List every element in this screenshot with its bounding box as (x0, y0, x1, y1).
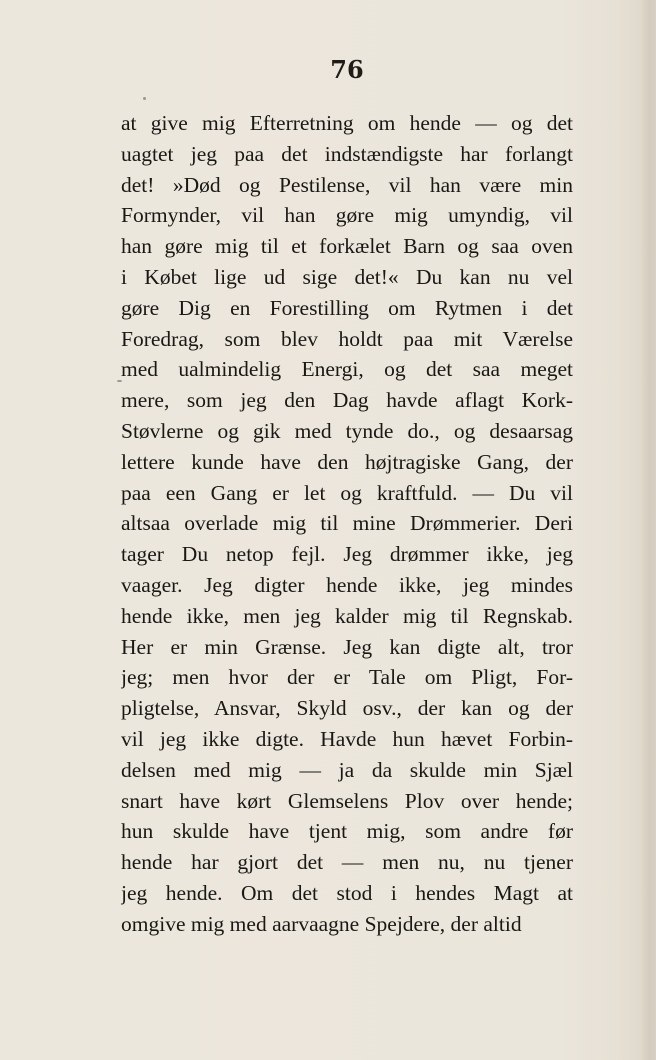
page-number: 76 (330, 55, 364, 84)
text-line: i Købet lige ud sige det!« Du kan nu vel (121, 264, 573, 289)
text-line: snart have kørt Glemselens Plov over hende; (121, 788, 573, 813)
text-line: pligtelse, Ansvar, Skyld osv., der kan og der (121, 696, 573, 721)
text-line: jeg hende. Om det stod i hendes Magt at (121, 880, 573, 905)
text-line: gøre Dig en Forestilling om Rytmen i det (121, 295, 573, 320)
text-line: mere, som jeg den Dag havde aflagt Kork- (121, 388, 573, 413)
text-line: det! »Død og Pestilense, vil han være min (121, 172, 573, 197)
page-edge-shadow (640, 0, 656, 1060)
paper-speck (143, 97, 146, 100)
text-line: Her er min Grænse. Jeg kan digte alt, tror (121, 634, 573, 659)
body-text (121, 108, 573, 940)
text-line: hende ikke, men jeg kalder mig til Regnskab. (121, 603, 573, 628)
text-line: han gøre mig til et forkælet Barn og saa oven (121, 234, 573, 259)
text-line: omgive mig med aarvaagne Spejdere, der altid (121, 911, 522, 936)
text-line: jeg; men hvor der er Tale om Pligt, For- (121, 665, 573, 690)
text-line: Støvlerne og gik med tynde do., og desaarsag (121, 418, 573, 443)
text-line: at give mig Efterretning om hende — og det (121, 111, 573, 135)
text-line: vaager. Jeg digter hende ikke, jeg mindes (121, 572, 573, 597)
text-line: delsen med mig — ja da skulde min Sjæl (121, 757, 573, 782)
text-line: tager Du netop fejl. Jeg drømmer ikke, jeg (121, 542, 573, 567)
text-line: Foredrag, som blev holdt paa mit Værelse (121, 326, 573, 351)
text-line: altsaa overlade mig til mine Drømmerier. Deri (121, 511, 573, 536)
text-line: Formynder, vil han gøre mig umyndig, vil (121, 203, 573, 228)
text-line: hende har gjort det — men nu, nu tjener (121, 850, 573, 875)
text-line: uagtet jeg paa det indstændigste har forlangt (121, 141, 573, 166)
text-line: vil jeg ikke digte. Havde hun hævet Forbin- (121, 726, 573, 751)
text-line: lettere kunde have den højtragiske Gang, der (121, 449, 573, 474)
text-line: paa een Gang er let og kraftfuld. — Du vil (121, 480, 573, 505)
text-line: med ualmindelig Energi, og det saa meget (121, 357, 573, 382)
text-line: hun skulde have tjent mig, som andre før (121, 819, 573, 844)
